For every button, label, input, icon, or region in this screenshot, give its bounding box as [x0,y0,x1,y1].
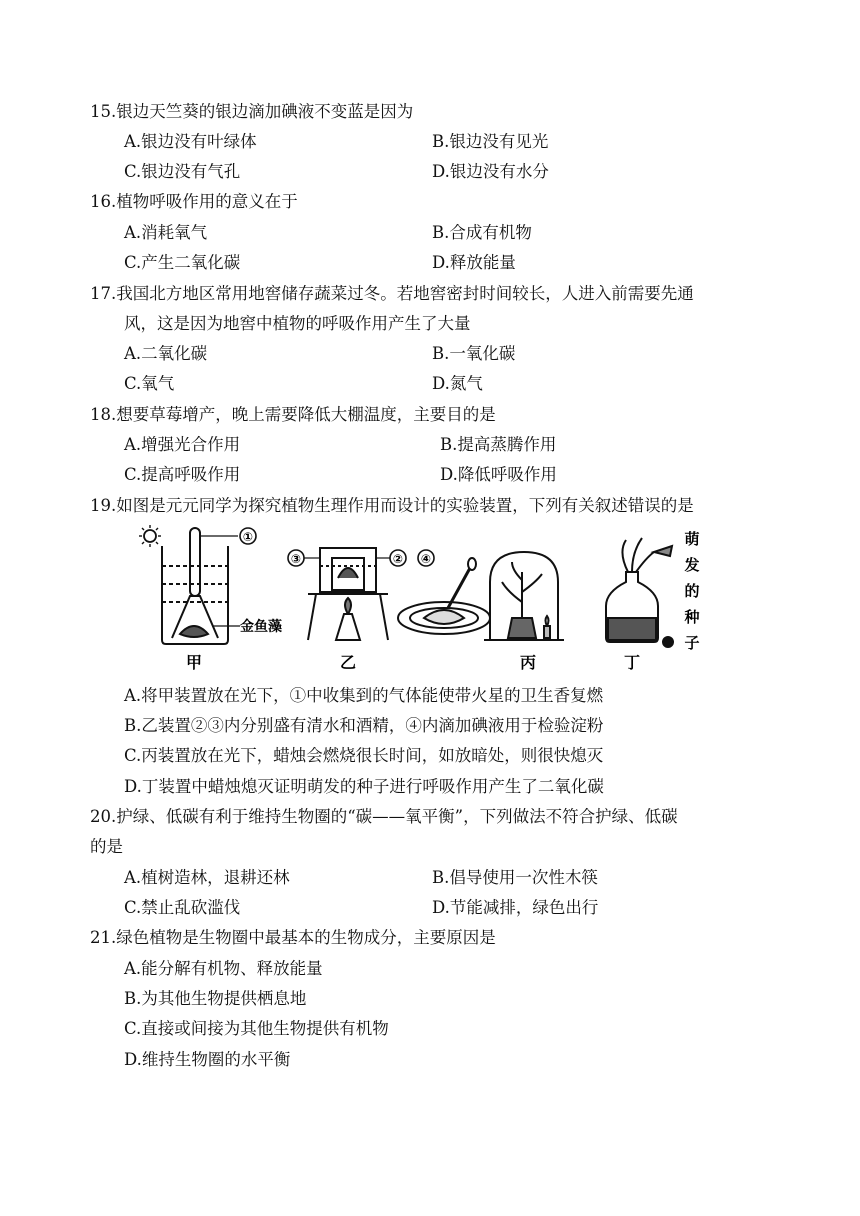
apparatus-ding [606,538,673,647]
question-20-stem-line2: 的是 [90,837,123,856]
question-21-option-d: D.维持生物圈的水平衡 [124,1050,291,1069]
apparatus-jia [162,528,240,644]
question-17-stem-line2: 风，这是因为地窖中植物的呼吸作用产生了大量 [124,314,471,333]
question-18-option-b: B.提高蒸腾作用 [440,435,557,454]
question-21-option-a: A.能分解有机物、释放能量 [124,959,323,978]
question-16-option-d: D.释放能量 [432,253,516,272]
marker-4: ④ [420,552,432,566]
question-18-option-c: C.提高呼吸作用 [124,465,241,484]
question-15-option-a: A.银边没有叶绿体 [124,132,257,151]
question-17-option-c: C.氧气 [124,374,175,393]
sun-icon [139,525,161,547]
apparatus-bing [484,552,564,640]
question-17-option-d: D.氮气 [432,374,483,393]
question-17-option-b: B.一氧化碳 [432,344,516,363]
figure-label-bing: 丙 [519,653,537,672]
figure-label-yi: 乙 [339,653,357,672]
question-16-option-b: B.合成有机物 [432,223,532,242]
question-19-stem: 19.如图是元元同学为探究植物生理作用而设计的实验装置，下列有关叙述错误的是 [90,496,694,515]
question-16-option-a: A.消耗氧气 [124,223,208,242]
question-17-option-a: A.二氧化碳 [124,344,208,363]
question-21-option-b: B.为其他生物提供栖息地 [124,989,307,1008]
question-20-option-c: C.禁止乱砍滥伐 [124,898,241,917]
question-19-option-a: A.将甲装置放在光下，①中收集到的气体能使带火星的卫生香复燃 [124,686,604,705]
marker-3: ③ [290,552,302,566]
question-20-option-d: D.节能减排，绿色出行 [432,898,599,917]
marker-1: ① [242,530,254,544]
question-18-stem: 18.想要草莓增产，晚上需要降低大棚温度，主要目的是 [90,405,496,424]
question-21-stem: 21.绿色植物是生物圈中最基本的生物成分，主要原因是 [90,928,496,947]
question-15-option-c: C.银边没有气孔 [124,162,241,181]
question-20-stem-line1: 20.护绿、低碳有利于维持生物圈的“碳——氧平衡”，下列做法不符合护绿、低碳 [90,807,678,826]
question-20-option-b: B.倡导使用一次性木筷 [432,868,598,887]
question-19-option-d: D.丁装置中蜡烛熄灭证明萌发的种子进行呼吸作用产生了二氧化碳 [124,777,604,796]
question-21-option-c: C.直接或间接为其他生物提供有机物 [124,1019,389,1038]
experiment-figure-svg [132,522,702,672]
question-16-stem: 16.植物呼吸作用的意义在于 [90,192,298,211]
figure-label-jia: 甲 [185,653,203,672]
question-19-option-c: C.丙装置放在光下，蜡烛会燃烧很长时间，如放暗处，则很快熄灭 [124,746,604,765]
dish-with-leaf [398,558,490,634]
question-18-option-a: A.增强光合作用 [124,435,241,454]
question-17-stem-line1: 17.我国北方地区常用地窖储存蔬菜过冬。若地窖密封时间较长，人进入前需要先通 [90,284,694,303]
question-15-stem: 15.银边天竺葵的银边滴加碘液不变蓝是因为 [90,102,414,121]
goldfish-weed-label: 金鱼藻 [240,619,282,635]
question-15-option-b: B.银边没有见光 [432,132,549,151]
seeds-label-char-1: 萌 [684,530,700,548]
question-16-option-c: C.产生二氧化碳 [124,253,241,272]
seeds-label-char-3: 的 [684,582,700,600]
question-19-option-b: B.乙装置②③内分别盛有清水和酒精，④内滴加碘液用于检验淀粉 [124,716,604,735]
question-18-option-d: D.降低呼吸作用 [440,465,557,484]
question-15-option-d: D.银边没有水分 [432,162,549,181]
figure-label-ding: 丁 [623,653,641,672]
seeds-label-char-2: 发 [684,556,700,574]
seeds-label-char-5: 子 [684,634,700,652]
seeds-label-char-4: 种 [684,608,700,626]
marker-2: ② [392,552,404,566]
experiment-figure [132,522,702,672]
apparatus-yi [304,548,390,640]
question-20-option-a: A.植树造林，退耕还林 [124,868,290,887]
